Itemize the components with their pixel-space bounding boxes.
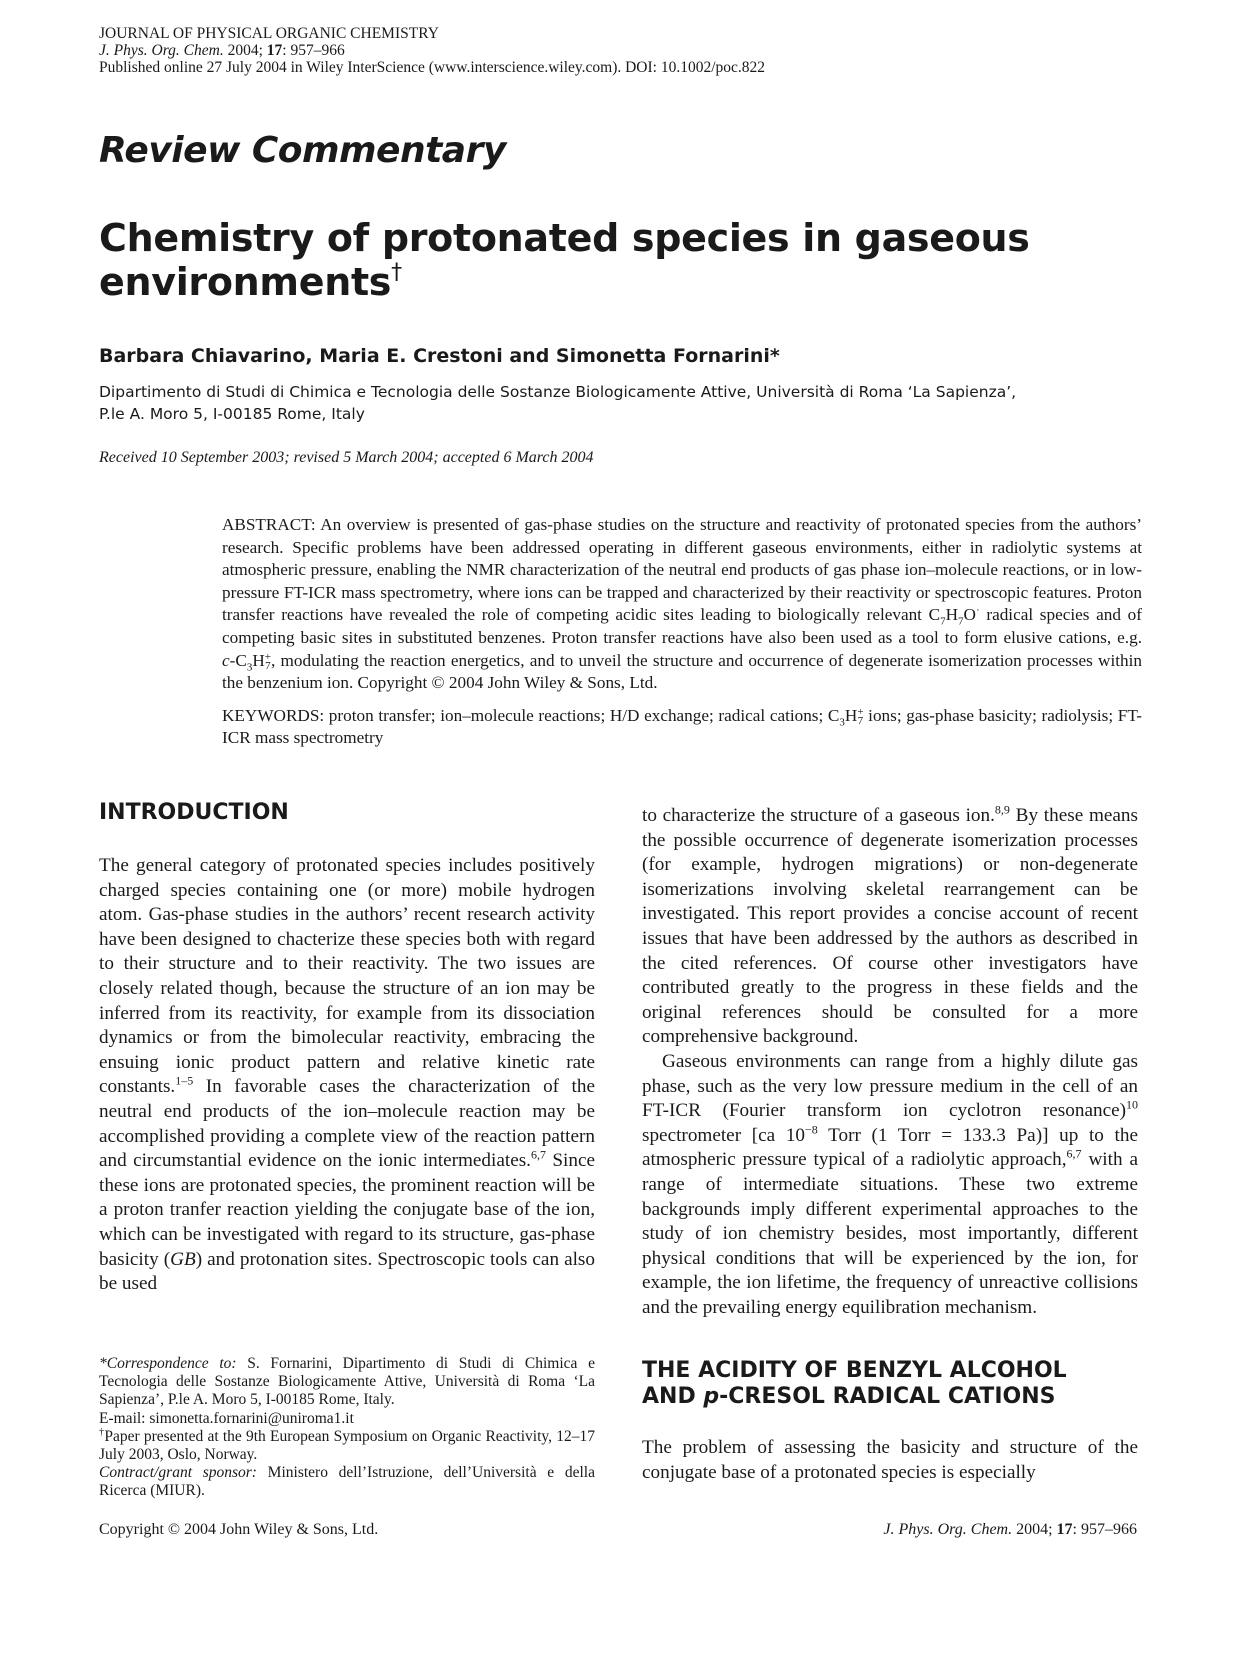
section-heading-introduction: INTRODUCTION	[99, 800, 289, 825]
abstract-text: ABSTRACT: An overview is presented of gas-phase studies on the structure and reactivity of protonated species from the authors’ research. Specific problems have been addressed operating in different gaseous environments, either in radiolytic systems at atmospheric pressure, enabling the NMR characterization of the neutral end products of gas phase ion–molecule reactions, or in low-pressure FT-ICR mass spectrometry, where ions can be trapped and characterized by their reactivity or spectroscopic features. Proton transfer reactions have revealed the role of competing acidic sites leading to biologically relevant $C_7H_7O^\cdot$ radical species and of competing basic sites in substituted benzenes. Proton transfer reactions have also been used as a tool to form elusive cations, e.g. $c-C_3H+$ 7, modulating the reaction energetics, and to unveil the structure and occurrence of degenerate isomerization processes within the benzenium ion. Copyright © 2004 John Wiley & Sons, Ltd.	[222, 515, 1142, 693]
formula-c-c3h7-plus: $c-C_3H+$ 7	[222, 650, 271, 673]
gaseous-environments-paragraph: Gaseous environments can range from a highly dilute gas phase, such as the very low pressure medium in the cell of an FT-ICR (Fourier transform ion cyclotron resonance)$^{10}$ spectrometer [ca $10^{-8}$ Torr (1 Torr = 133.3 Pa)] up to the atmospheric pressure typical of a radiolytic approach,$^{6,7}$ with a range of intermediate situations. These two extreme backgrounds imply different experimental approaches to the study of ion chemistry besides, most importantly, different physical conditions that will be experienced by the ion, for example, the ion lifetime, the frequency of unreactive collisions and the prevailing energy equilibration mechanism.	[642, 1050, 1138, 1318]
section-kicker: Review Commentary	[99, 130, 506, 171]
citation-ref: 8,9	[994, 802, 1010, 817]
email-note: E-mail: simonetta.fornarini@uniroma1.it	[99, 1409, 354, 1427]
citation-journal: J. Phys. Org. Chem.	[99, 42, 224, 59]
affiliation-line-2: P.le A. Moro 5, I-00185 Rome, Italy	[99, 405, 365, 423]
running-head	[99, 25, 765, 76]
author-list: Barbara Chiavarino, Maria E. Crestoni and Simonetta Fornarini*	[99, 345, 780, 367]
left-column	[99, 800, 595, 1297]
abstract	[222, 514, 1142, 750]
acidity-paragraph: The problem of assessing the basicity and structure of the conjugate base of a protonated species is especially	[642, 1437, 1138, 1484]
citation-ref: 1–5	[175, 1073, 194, 1088]
affiliation-line-1: Dipartimento di Studi di Chimica e Tecnologia delle Sostanze Biologicamente Attive, Università di Roma ‘La Sapienza’,	[99, 383, 1017, 401]
footnotes	[99, 1355, 595, 1501]
journal-name: JOURNAL OF PHYSICAL ORGANIC CHEMISTRY	[99, 25, 439, 42]
footer-copyright: Copyright © 2004 John Wiley & Sons, Ltd.	[99, 1521, 379, 1538]
article-title	[99, 216, 1049, 304]
title-footnote-mark: †	[391, 260, 402, 285]
footer-citation: J. Phys. Org. Chem. 2004; 17: 957–966	[883, 1521, 1137, 1538]
citation-pages: : 957–966	[282, 42, 345, 59]
right-column	[642, 804, 1138, 1486]
grant-note: Contract/grant sponsor: Ministero dell’Istruzione, dell’Università e della Ricerca (MIUR).	[99, 1464, 595, 1500]
citation-year: 2004;	[227, 42, 263, 59]
citation-ref: 6,7	[530, 1147, 546, 1162]
published-line: Published online 27 July 2004 in Wiley InterScience (www.interscience.wiley.com). DOI: 10.1002/poc.822	[99, 59, 766, 76]
intro-paragraph: The general category of protonated species includes positively charged species containing one (or more) mobile hydrogen atom. Gas-phase studies in the authors’ recent research activity have been designed to chacterize these species both with regard to their structure and to their reactivity. The two issues are closely related though, because the structure of an ion may be inferred from its reactivity, for example from its dissociation dynamics or from the bimolecular reactivity, embracing the ensuing ionic product pattern and relative kinetic rate constants.$^{1-5}$ In favorable cases the characterization of the neutral end products of the ion–molecule reaction may be accomplished providing a complete view of the reaction pattern and circumstantial evidence on the ionic intermediates.$^{6,7}$ Since these ions are protonated species, the prominent reaction will be a proton tranfer reaction yielding the conjugate base of the ion, which can be investigated with regard to its structure, gas-phase basicity (GB) and protonation sites. Spectroscopic tools can also be used	[99, 855, 595, 1295]
correspondence-note: *Correspondence to: S. Fornarini, Dipartimento di Studi di Chimica e Tecnologia delle Sostanze Biologicamente Attive, Università di Roma ‘La Sapienza’, P.le A. Moro 5, I-00185 Rome, Italy.	[99, 1355, 595, 1409]
paper-note: †Paper presented at the 9th European Symposium on Organic Reactivity, 12–17 July 2003, Oslo, Norway.	[99, 1426, 596, 1464]
formula-c7h7o: $C_7H_7O^\cdot$	[928, 604, 980, 628]
citation-ref: 6,7	[1066, 1146, 1082, 1161]
affiliation	[99, 381, 1099, 425]
exponent: −8	[805, 1122, 818, 1137]
intro-paragraph-continued: to characterize the structure of a gaseous ion.$^{8,9}$ By these means the possible occurrence of degenerate isomerization processes (for example, hydrogen migrations) or non-degenerate isomerizations involving skeletal rearrangement can be investigated. This report provides a concise account of recent issues that have been addressed by the authors as described in the cited references. Of course other investigators have contributed greatly to the progress in these fields and the original references should be consulted for a more comprehensive background.	[642, 802, 1138, 1048]
keywords: KEYWORDS: proton transfer; ion–molecule reactions; H/D exchange; radical cations; $C_3H+$ 7 ions; gas-phase basicity; radiolysis; FT-ICR mass spectrometry	[222, 705, 1142, 748]
formula-c3h7-plus: $C_3H+$ 7	[827, 705, 864, 729]
section-heading-acidity: THE ACIDITY OF BENZYL ALCOHOL AND p-CRESOL RADICAL CATIONS	[642, 1358, 1067, 1410]
received-dates: Received 10 September 2003; revised 5 March 2004; accepted 6 March 2004	[99, 449, 594, 466]
citation-ref: 10	[1126, 1097, 1138, 1112]
citation-line	[99, 42, 765, 59]
article-title-text: Chemistry of protonated species in gaseous environments	[99, 216, 1030, 304]
citation-volume: 17	[266, 42, 283, 59]
